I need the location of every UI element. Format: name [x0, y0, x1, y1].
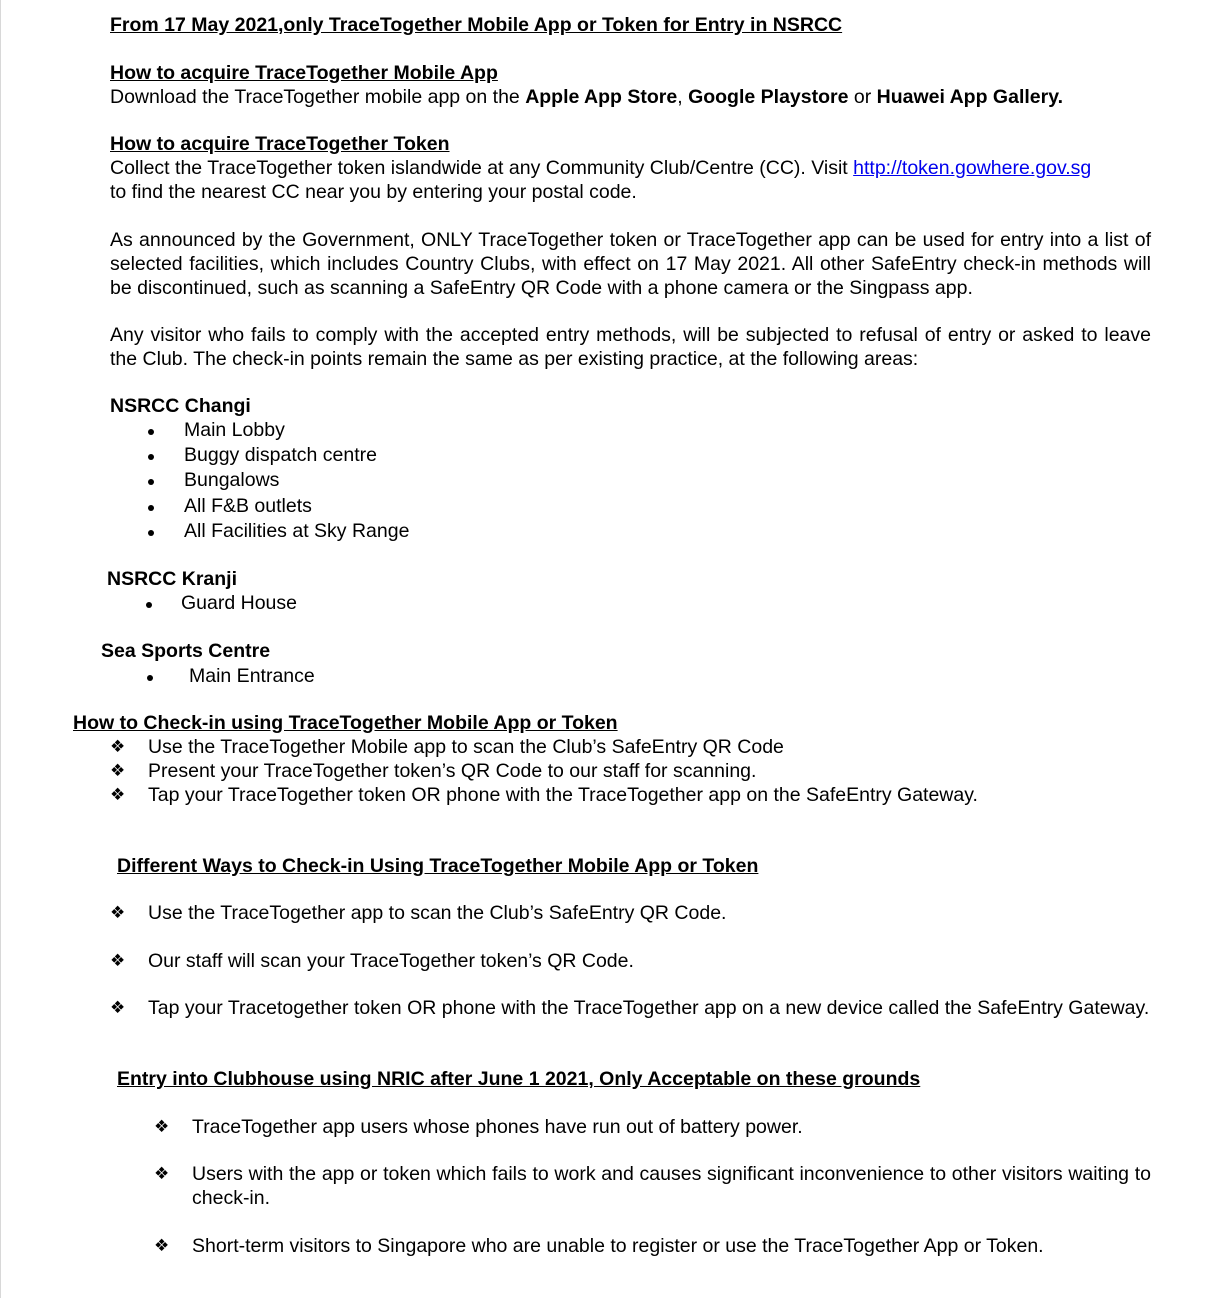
list-item	[154, 1234, 1151, 1258]
ways-heading: Different Ways to Check-in Using TraceTogether Mobile App or Token	[117, 855, 759, 877]
bullet-dot-icon	[148, 530, 154, 536]
point-label: Guard House	[181, 592, 297, 614]
list-item	[110, 949, 1151, 973]
location-sea-sports: Sea Sports Centre	[101, 640, 271, 662]
diamond-bullet-icon: ❖	[154, 1236, 170, 1256]
diamond-bullet-icon: ❖	[110, 998, 126, 1018]
diamond-bullet-icon: ❖	[154, 1117, 170, 1137]
ways-item-text: Use the TraceTogether app to scan the Club’s SafeEntry QR Code.	[148, 902, 727, 924]
diamond-bullet-icon: ❖	[154, 1164, 170, 1184]
checkin-item-text: Tap your TraceTogether token OR phone with the TraceTogether app on the SafeEntry Gateway.	[148, 784, 978, 806]
ways-item-text: Our staff will scan your TraceTogether token’s QR Code.	[148, 950, 634, 972]
checkin-item-text: Present your TraceTogether token’s QR Code to our staff for scanning.	[148, 760, 757, 782]
huawei-app-gallery: Huawei App Gallery.	[876, 86, 1064, 108]
location-changi: NSRCC Changi	[110, 395, 251, 417]
point-label: Main Lobby	[184, 419, 285, 441]
nric-item-text: Users with the app or token which fails to work and causes significant inconvenience to other visitors waiting to check-in.	[192, 1163, 1151, 1209]
page-edge	[0, 0, 1, 1298]
compliance-paragraph: Any visitor who fails to comply with the accepted entry methods, will be subjected to refusal of entry or asked to leave the Club. The check-in points remain the same as per existing practice, at the following areas:	[110, 324, 1151, 370]
list-item	[154, 1115, 1151, 1139]
nric-item-text: Short-term visitors to Singapore who are unable to register or use the TraceTogether App or Token.	[192, 1235, 1044, 1257]
checkin-heading: How to Check-in using TraceTogether Mobile App or Token	[73, 712, 618, 734]
bullet-dot-icon	[148, 454, 154, 460]
nric-heading: Entry into Clubhouse using NRIC after June 1 2021, Only Acceptable on these grounds	[117, 1068, 921, 1090]
diamond-bullet-icon: ❖	[110, 951, 126, 971]
token-heading: How to acquire TraceTogether Token	[110, 133, 450, 155]
app-download-text	[110, 85, 1063, 109]
list-item	[110, 783, 1151, 807]
token-gowhere-link[interactable]: http://token.gowhere.gov.sg	[853, 157, 1092, 179]
nric-item-text: TraceTogether app users whose phones have run out of battery power.	[192, 1116, 803, 1138]
bullet-dot-icon	[148, 429, 154, 435]
list-item	[110, 901, 1151, 925]
point-label: Main Entrance	[189, 665, 315, 687]
point-label: Bungalows	[184, 469, 280, 492]
token-text-line2: to find the nearest CC near you by entering your postal code.	[110, 181, 637, 203]
checkin-item-text: Use the TraceTogether Mobile app to scan the Club’s SafeEntry QR Code	[148, 736, 784, 758]
headline: From 17 May 2021,only TraceTogether Mobile App or Token for Entry in NSRCC	[110, 14, 843, 36]
list-item	[110, 735, 1151, 759]
bullet-dot-icon	[148, 505, 154, 511]
bullet-dot-icon	[148, 479, 154, 485]
google-playstore: Google Playstore	[688, 86, 849, 108]
diamond-bullet-icon: ❖	[110, 785, 126, 805]
apple-app-store: Apple App Store	[525, 86, 678, 108]
point-label: Buggy dispatch centre	[184, 444, 377, 467]
app-sep2: or	[848, 86, 877, 108]
bullet-dot-icon	[147, 675, 153, 681]
diamond-bullet-icon: ❖	[110, 903, 126, 923]
ways-item-text: Tap your Tracetogether token OR phone with the TraceTogether app on a new device called the SafeEntry Gateway.	[148, 997, 1150, 1019]
token-text-line1	[110, 156, 1091, 180]
diamond-bullet-icon: ❖	[110, 737, 126, 757]
location-kranji: NSRCC Kranji	[107, 568, 238, 590]
announcement-paragraph: As announced by the Government, ONLY TraceTogether token or TraceTogether app can be used for entry into a list of selected facilities, which includes Country Clubs, with effect on 17 May 2021. All other SafeEntry check-in methods will be discontinued, such as scanning a SafeEntry QR Code with a phone camera or the Singpass app.	[110, 229, 1151, 299]
app-heading: How to acquire TraceTogether Mobile App	[110, 62, 498, 84]
diamond-bullet-icon: ❖	[110, 761, 126, 781]
app-sep1: ,	[677, 86, 689, 108]
list-item	[154, 1162, 1151, 1210]
list-item	[110, 996, 1151, 1044]
app-text-before: Download the TraceTogether mobile app on the	[110, 86, 526, 108]
point-label: All Facilities at Sky Range	[184, 519, 410, 542]
token-text-before: Collect the TraceTogether token islandwide at any Community Club/Centre (CC). Visit	[110, 157, 854, 179]
bullet-dot-icon	[146, 602, 152, 608]
list-item	[110, 759, 1151, 783]
point-label: All F&B outlets	[184, 494, 312, 517]
